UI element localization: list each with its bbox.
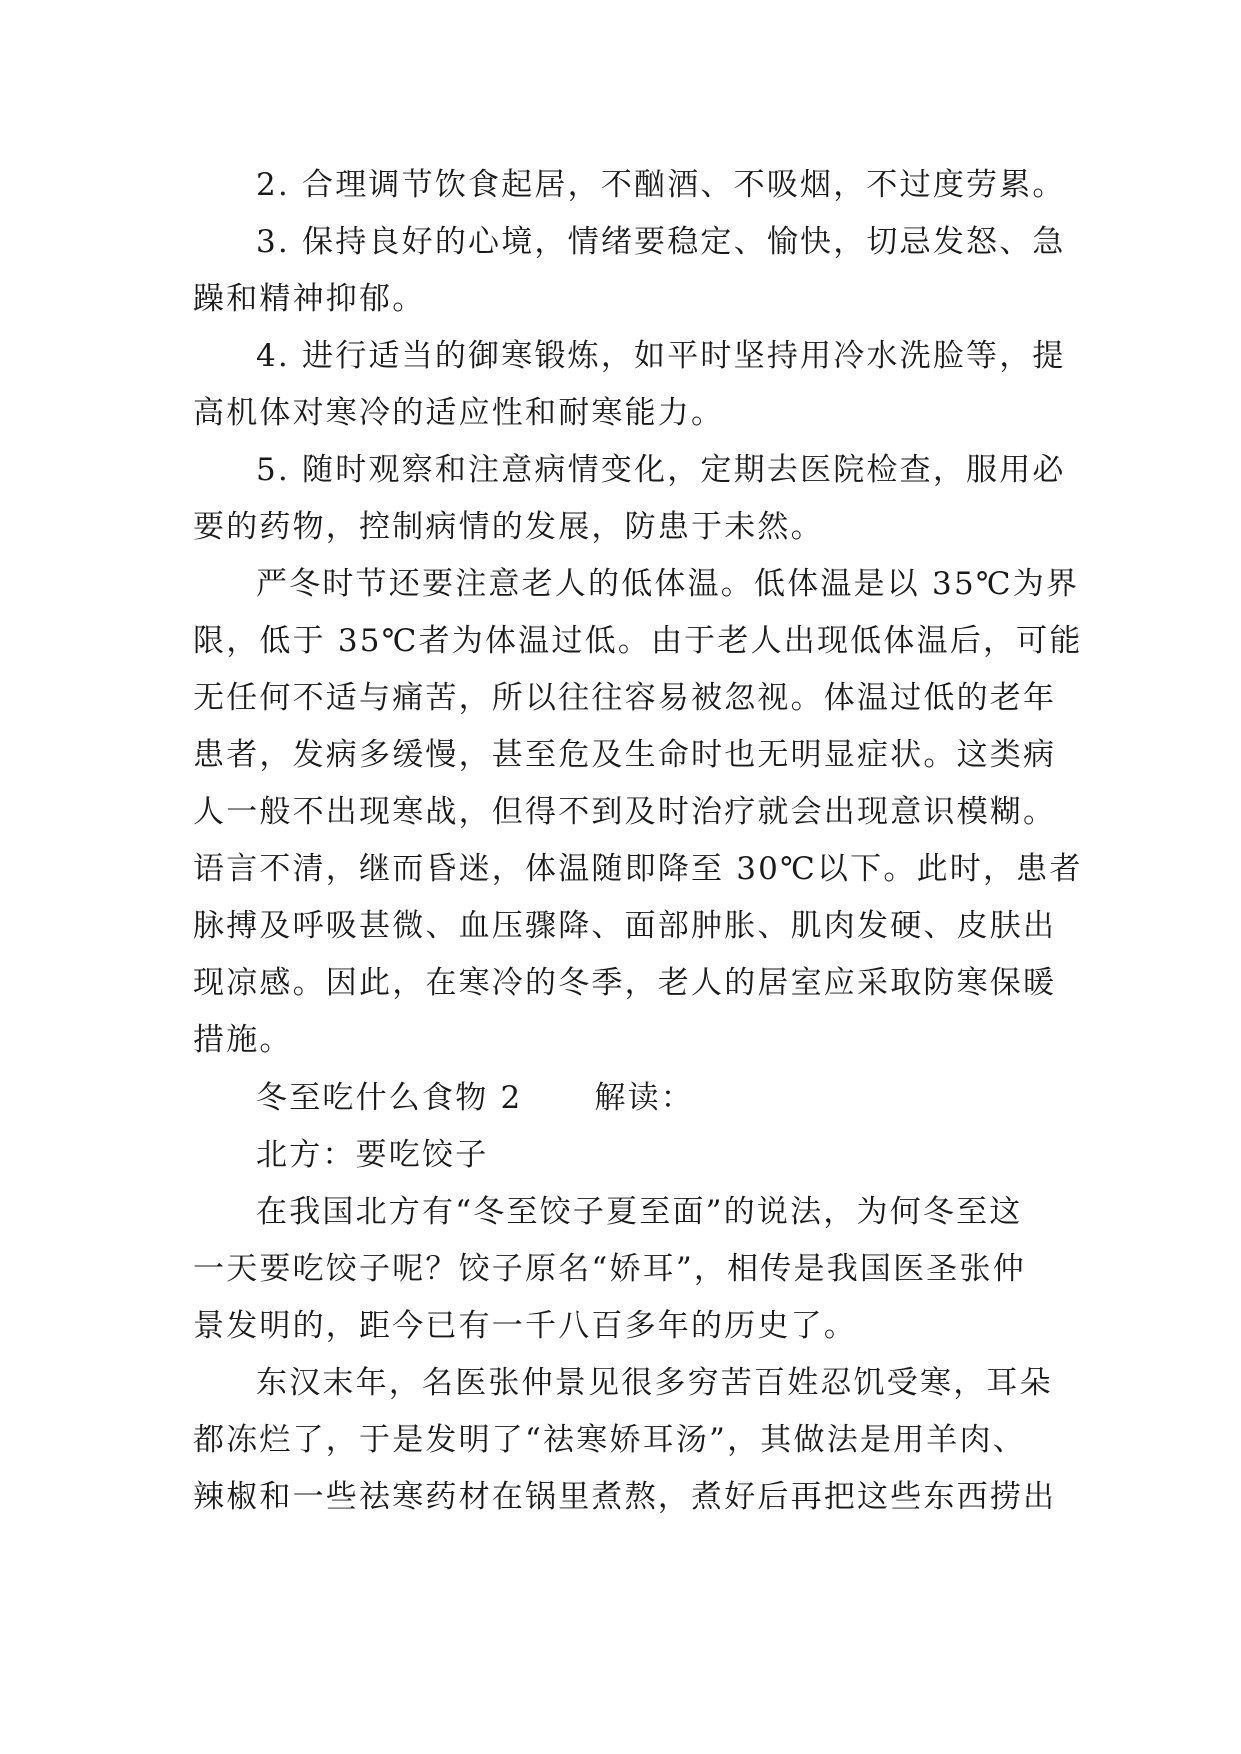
- text-line: 东汉末年，名医张仲景见很多穷苦百姓忍饥受寒，耳朵: [256, 1365, 1053, 1401]
- text-line: 在我国北方有“冬至饺子夏至面”的说法，为何冬至这: [256, 1194, 1023, 1230]
- text-line: 躁和精神抑郁。: [193, 281, 426, 317]
- text-line: 语言不清，继而昏迷，体温随即降至 30℃以下。此时，患者: [193, 851, 1083, 887]
- text-line: 4. 进行适当的御寒锻炼，如平时坚持用冷水洗脸等，提: [256, 338, 1066, 374]
- text-line: 都冻烂了，于是发明了“祛寒娇耳汤”，其做法是用羊肉、: [193, 1422, 1026, 1458]
- text-line: 人一般不出现寒战，但得不到及时治疗就会出现意识模糊。: [193, 794, 1057, 830]
- text-line: 2. 合理调节饮食起居，不酗酒、不吸烟，不过度劳累。: [256, 167, 1066, 203]
- text-line: 景发明的，距今已有一千八百多年的历史了。: [193, 1308, 857, 1344]
- text-line: 无任何不适与痛苦，所以往往容易被忽视。体温过低的老年: [193, 680, 1057, 716]
- text-line: 脉搏及呼吸甚微、血压骤降、面部肿胀、肌肉发硬、皮肤出: [193, 908, 1057, 944]
- text-line: 一天要吃饺子呢？饺子原名“娇耳”，相传是我国医圣张仲: [193, 1251, 1026, 1287]
- text-line: 限，低于 35℃者为体温过低。由于老人出现低体温后，可能: [193, 623, 1083, 659]
- text-line: 3. 保持良好的心境，情绪要稳定、愉快，切忌发怒、急: [256, 224, 1066, 260]
- text-line: 现凉感。因此，在寒冷的冬季，老人的居室应采取防寒保暖: [193, 965, 1057, 1001]
- text-line: 措施。: [193, 1022, 293, 1058]
- text-line: 5. 随时观察和注意病情变化，定期去医院检查，服用必: [256, 452, 1066, 488]
- text-line: 辣椒和一些祛寒药材在锅里煮熬，煮好后再把这些东西捞出: [193, 1479, 1057, 1515]
- text-line: 高机体对寒冷的适应性和耐寒能力。: [193, 395, 725, 431]
- section-label: 解读：: [594, 1080, 694, 1116]
- text-line: 严冬时节还要注意老人的低体温。低体温是以 35℃为界: [256, 566, 1080, 602]
- text-line: 患者，发病多缓慢，甚至危及生命时也无明显症状。这类病: [193, 737, 1057, 773]
- text-line: 北方：要吃饺子: [256, 1137, 489, 1173]
- section-heading: [256, 1070, 1241, 1126]
- text-line: 要的药物，控制病情的发展，防患于未然。: [193, 509, 824, 545]
- section-title: 冬至吃什么食物 2: [256, 1080, 523, 1116]
